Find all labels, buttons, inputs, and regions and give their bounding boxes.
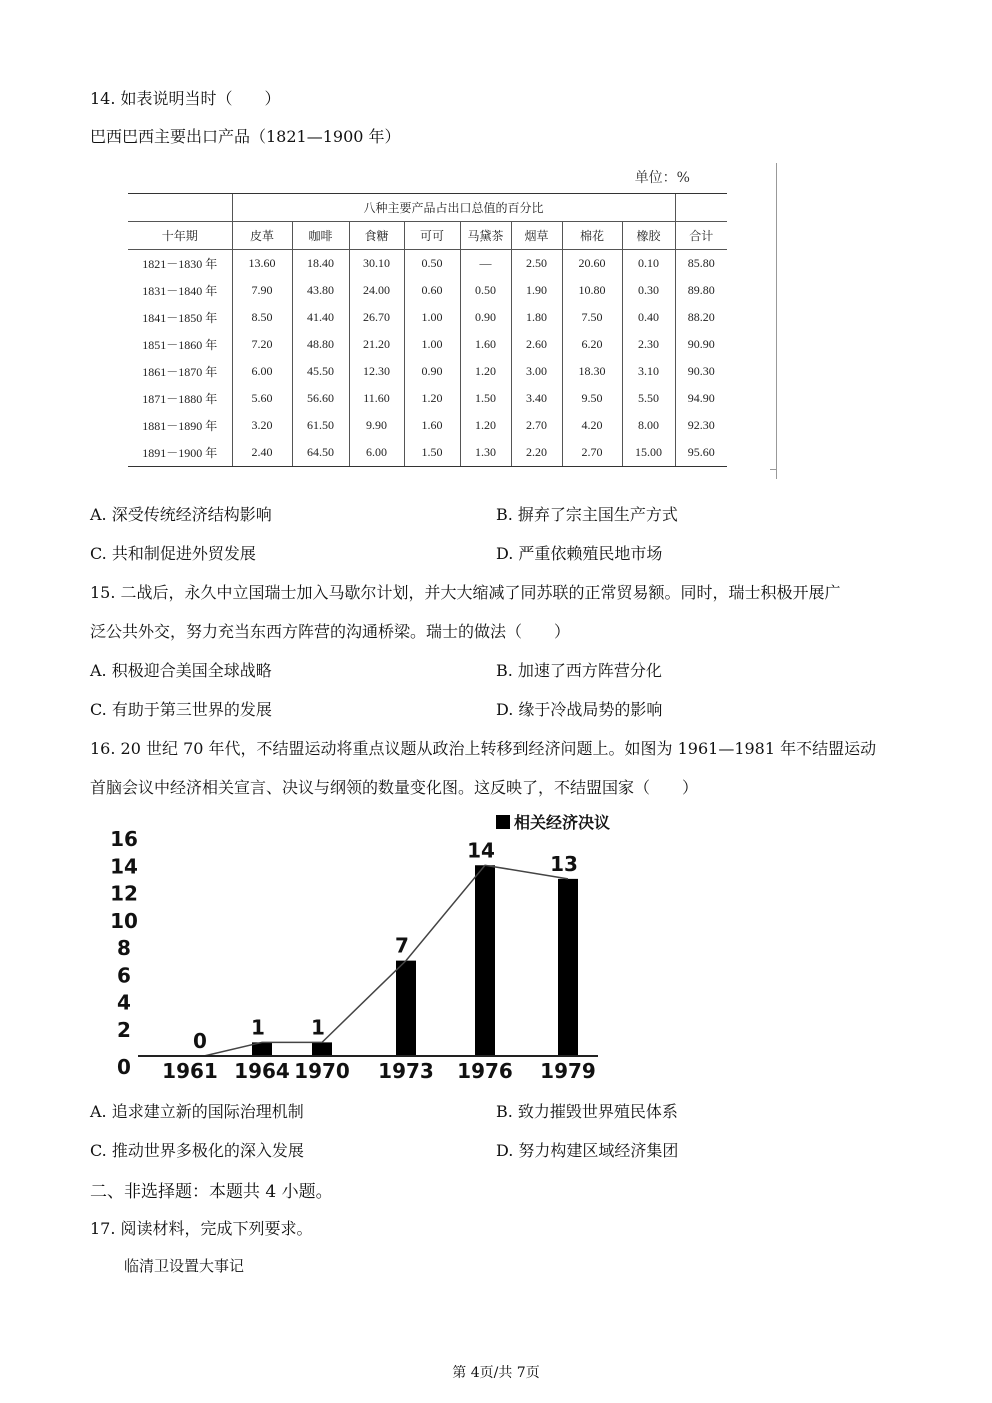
empty-corner-cell: [128, 194, 232, 222]
q15-option-a[interactable]: A. 积极迎合美国全球战略: [90, 661, 272, 680]
y-tick-label: 16: [110, 827, 138, 851]
value-cell: 3.20: [232, 412, 292, 439]
value-cell: 2.40: [232, 439, 292, 467]
total-cell: 85.80: [675, 250, 727, 278]
x-tick-label: 1973: [378, 1059, 434, 1083]
q16-option-b[interactable]: B. 致力摧毁世界殖民体系: [496, 1102, 678, 1121]
value-cell: 8.00: [622, 412, 675, 439]
q14-option-b[interactable]: B. 摒弃了宗主国生产方式: [496, 505, 678, 524]
value-cell: 15.00: [622, 439, 675, 467]
x-axis: [162, 1059, 596, 1083]
q15-option-b[interactable]: B. 加速了西方阵营分化: [496, 661, 662, 680]
value-cell: 12.30: [349, 358, 404, 385]
value-cell: 1.50: [460, 385, 511, 412]
value-cell: 2.60: [511, 331, 562, 358]
col-total-header: 合计: [675, 222, 727, 250]
chart-legend: [496, 813, 610, 832]
value-cell: 20.60: [562, 250, 622, 278]
value-cell: 21.20: [349, 331, 404, 358]
q15-stem-line1: 15. 二战后，永久中立国瑞士加入马歇尔计划，并大大缩减了同苏联的正常贸易额。同时，瑞士积极开展广: [90, 583, 841, 602]
bar: [396, 961, 416, 1056]
q15-option-c[interactable]: C. 有助于第三世界的发展: [90, 700, 272, 719]
value-cell: 1.20: [460, 412, 511, 439]
data-label: 13: [550, 851, 578, 876]
value-cell: 26.70: [349, 304, 404, 331]
value-cell: 0.50: [404, 250, 460, 278]
x-tick-label: 1979: [540, 1059, 596, 1083]
value-cell: 0.30: [622, 277, 675, 304]
bar: [475, 865, 495, 1056]
value-cell: 6.20: [562, 331, 622, 358]
col-product-header: 马黛茶: [460, 222, 511, 250]
period-cell: 1881－1890 年: [142, 419, 218, 433]
value-cell: 6.00: [232, 358, 292, 385]
resolutions-chart: [100, 808, 620, 1088]
value-cell: 7.50: [562, 304, 622, 331]
legend-label: 相关经济决议: [514, 813, 611, 832]
col-product-header: 棉花: [562, 222, 622, 250]
y-tick-label: 4: [117, 990, 131, 1015]
legend-swatch: [496, 815, 510, 829]
value-cell: 1.20: [460, 358, 511, 385]
value-cell: 0.90: [460, 304, 511, 331]
value-cell: 18.40: [292, 250, 349, 278]
q15-option-d[interactable]: D. 缘于冷战局势的影响: [496, 700, 663, 719]
x-tick-label: 1970: [294, 1059, 350, 1083]
total-cell: 90.30: [675, 358, 727, 385]
table-row: [128, 277, 727, 304]
value-cell: 1.00: [404, 331, 460, 358]
q16-option-d[interactable]: D. 努力构建区域经济集团: [496, 1141, 679, 1160]
total-cell: 92.30: [675, 412, 727, 439]
value-cell: 5.50: [622, 385, 675, 412]
x-tick-label: 1964: [234, 1059, 290, 1083]
value-cell: 13.60: [232, 250, 292, 278]
col-product-header: 皮革: [232, 222, 292, 250]
value-cell: 1.30: [460, 439, 511, 467]
table-header-row: [128, 222, 727, 250]
value-cell: 64.50: [292, 439, 349, 467]
value-cell: 41.40: [292, 304, 349, 331]
value-cell: 0.40: [622, 304, 675, 331]
value-cell: 0.60: [404, 277, 460, 304]
q16-stem-line2: 首脑会议中经济相关宣言、决议与纲领的数量变化图。这反映了，不结盟国家（ ）: [90, 778, 699, 797]
value-cell: 1.60: [404, 412, 460, 439]
section-heading: 二、非选择题：本题共 4 小题。: [90, 1182, 333, 1202]
value-cell: 0.10: [622, 250, 675, 278]
period-cell: 1861－1870 年: [142, 365, 218, 379]
q14-option-d[interactable]: D. 严重依赖殖民地市场: [496, 544, 663, 563]
value-cell: 2.70: [511, 412, 562, 439]
value-cell: 2.30: [622, 331, 675, 358]
bar: [312, 1042, 332, 1056]
value-cell: 1.50: [404, 439, 460, 467]
total-cell: 88.20: [675, 304, 727, 331]
col-product-header: 烟草: [511, 222, 562, 250]
q15-stem-line2: 泛公共外交，努力充当东西方阵营的沟通桥梁。瑞士的做法（ ）: [90, 622, 571, 641]
page-footer: 第 4页/共 7页: [452, 1365, 540, 1381]
table-row: [128, 385, 727, 412]
period-cell: 1841－1850 年: [142, 311, 218, 325]
empty-total-cell: [675, 194, 727, 222]
total-cell: 89.80: [675, 277, 727, 304]
period-cell: 1821－1830 年: [142, 257, 218, 271]
y-tick-label: 14: [110, 854, 138, 879]
value-cell: 7.20: [232, 331, 292, 358]
data-label: 0: [193, 1029, 207, 1053]
value-cell: 43.80: [292, 277, 349, 304]
value-cell: 5.60: [232, 385, 292, 412]
data-label: 1: [311, 1015, 325, 1040]
period-cell: 1831－1840 年: [142, 284, 218, 298]
total-cell: 95.60: [675, 439, 727, 467]
value-cell: 3.10: [622, 358, 675, 385]
table-row: [128, 250, 727, 278]
material-title: 临清卫设置大事记: [124, 1257, 245, 1275]
total-cell: 90.90: [675, 331, 727, 358]
y-tick-label: 0: [117, 1055, 131, 1079]
table-right-rule: [776, 163, 777, 479]
q16-option-a[interactable]: A. 追求建立新的国际治理机制: [90, 1102, 304, 1121]
table-row: [128, 331, 727, 358]
q14-option-a[interactable]: A. 深受传统经济结构影响: [90, 505, 272, 524]
group-header: 八种主要产品占出口总值的百分比: [232, 194, 675, 222]
col-product-header: 食糖: [349, 222, 404, 250]
export-table-figure: [90, 163, 778, 479]
value-cell: 2.50: [511, 250, 562, 278]
q14-stem: 14. 如表说明当时（ ）: [90, 89, 281, 108]
period-cell: 1851－1860 年: [142, 338, 218, 352]
value-cell: 45.50: [292, 358, 349, 385]
x-tick-label: 1976: [457, 1059, 513, 1083]
q14-table-caption: 巴西巴西主要出口产品（1821—1900 年）: [90, 127, 401, 146]
table-row: [128, 412, 727, 439]
q17-stem: 17. 阅读材料，完成下列要求。: [90, 1219, 313, 1238]
y-tick-label: 12: [110, 881, 138, 906]
total-cell: 94.90: [675, 385, 727, 412]
col-period-header: 十年期: [128, 222, 232, 250]
data-label: 14: [467, 838, 495, 863]
value-cell: 11.60: [349, 385, 404, 412]
value-cell: 1.80: [511, 304, 562, 331]
bar: [558, 879, 578, 1056]
value-cell: 6.00: [349, 439, 404, 467]
value-cell: 3.40: [511, 385, 562, 412]
col-product-header: 咖啡: [292, 222, 349, 250]
value-cell: 24.00: [349, 277, 404, 304]
value-cell: —: [460, 250, 511, 278]
table-corner-mark: [770, 469, 777, 470]
value-cell: 18.30: [562, 358, 622, 385]
value-cell: 8.50: [232, 304, 292, 331]
col-product-header: 可可: [404, 222, 460, 250]
value-cell: 0.50: [460, 277, 511, 304]
value-cell: 10.80: [562, 277, 622, 304]
period-cell: 1891－1900 年: [128, 439, 232, 467]
q16-option-c[interactable]: C. 推动世界多极化的深入发展: [90, 1141, 304, 1160]
value-cell: 1.60: [460, 331, 511, 358]
value-cell: 61.50: [292, 412, 349, 439]
table-row: [128, 304, 727, 331]
value-cell: 0.90: [404, 358, 460, 385]
q14-option-c[interactable]: C. 共和制促进外贸发展: [90, 544, 256, 563]
y-tick-label: 6: [117, 963, 131, 988]
unit-label: 单位：%: [634, 170, 690, 186]
data-label: 1: [251, 1015, 265, 1040]
bars: [252, 865, 578, 1056]
x-tick-label: 1961: [162, 1059, 218, 1083]
y-tick-label: 10: [110, 908, 138, 933]
y-axis: [110, 827, 138, 1079]
value-cell: 56.60: [292, 385, 349, 412]
y-tick-label: 8: [117, 936, 131, 960]
value-cell: 9.90: [349, 412, 404, 439]
value-cell: 1.90: [511, 277, 562, 304]
value-cell: 4.20: [562, 412, 622, 439]
table-group-header-row: [128, 194, 727, 222]
y-tick-label: 2: [117, 1017, 131, 1042]
q16-stem-line1: 16. 20 世纪 70 年代，不结盟运动将重点议题从政治上转移到经济问题上。如图为 1961—1981 年不结盟运动: [90, 739, 877, 758]
table-row: [128, 439, 727, 467]
table-row: [128, 358, 727, 385]
value-cell: 30.10: [349, 250, 404, 278]
export-table: [128, 193, 727, 467]
value-cell: 48.80: [292, 331, 349, 358]
value-cell: 1.20: [404, 385, 460, 412]
col-product-header: 橡胶: [622, 222, 675, 250]
value-cell: 1.00: [404, 304, 460, 331]
value-cell: 2.70: [562, 439, 622, 467]
value-cell: 7.90: [232, 277, 292, 304]
value-cell: 9.50: [562, 385, 622, 412]
data-label: 7: [395, 933, 409, 958]
period-cell: 1871－1880 年: [142, 392, 218, 406]
value-cell: 3.00: [511, 358, 562, 385]
value-cell: 2.20: [511, 439, 562, 467]
